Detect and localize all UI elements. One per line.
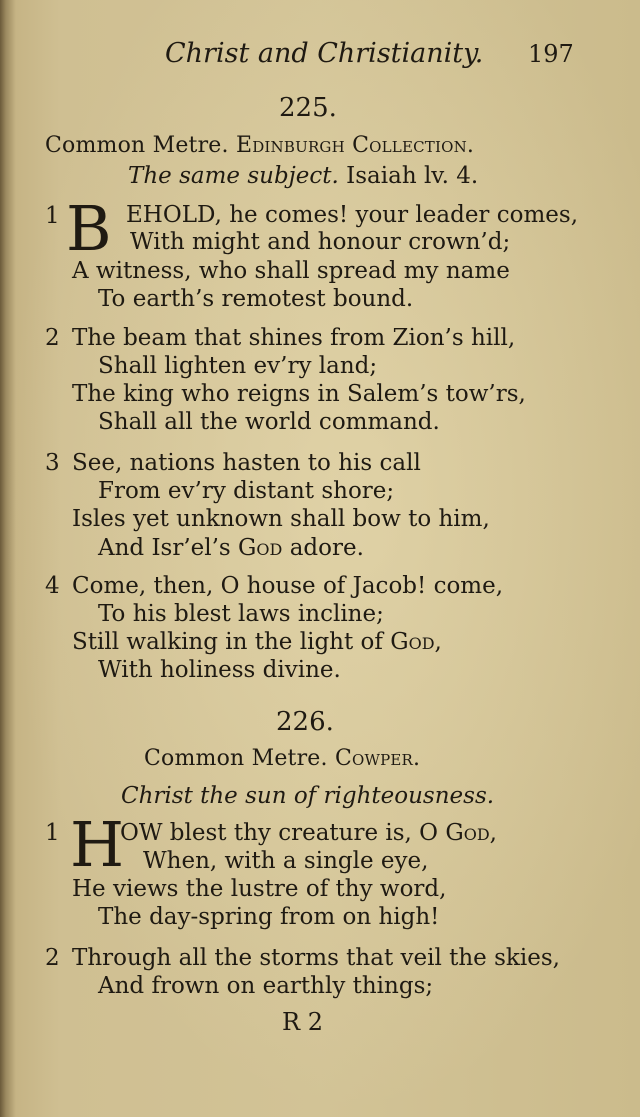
stanza-number: 4 <box>45 573 60 599</box>
verse-line: EHOLD, he comes! your leader comes, <box>126 202 579 228</box>
verse-line: To earth’s remotest bound. <box>98 286 414 312</box>
drop-cap: B <box>66 192 112 265</box>
verse-line: Shall lighten ev’ry land; <box>98 353 378 379</box>
verse-line: He views the lustre of thy word, <box>72 876 447 902</box>
verse-line: Through all the storms that veil the skies, <box>72 945 560 971</box>
stanza-number: 3 <box>45 450 60 476</box>
running-header-title: Christ and Christianity. <box>165 38 484 69</box>
verse-text: Still walking in the light of <box>72 629 383 655</box>
stanza-number: 2 <box>45 325 60 351</box>
verse-line <box>72 629 442 655</box>
small-caps-word: God <box>390 629 435 655</box>
verse-text: OW blest thy creature is, O <box>120 820 439 846</box>
verse-line: With holiness divine. <box>98 657 341 683</box>
small-caps-word: God <box>238 535 283 561</box>
verse-line: With might and honour crown’d; <box>130 229 511 255</box>
hymn-number: 225. <box>279 93 337 123</box>
hymn-number: 226. <box>276 707 334 737</box>
verse-line: The king who reigns in Salem’s tow’rs, <box>72 381 526 407</box>
drop-cap: H <box>70 808 125 881</box>
verse-line: The beam that shines from Zion’s hill, <box>72 325 516 351</box>
verse-line: The day-spring from on high! <box>98 904 440 930</box>
stanza-number: 2 <box>45 945 60 971</box>
verse-line: To his blest laws incline; <box>98 601 384 627</box>
subject-italic: The same subject. <box>128 163 339 189</box>
verse-line: Shall all the world command. <box>98 409 440 435</box>
hymn-subject: Christ the sun of righteousness. <box>121 783 495 809</box>
verse-line: A witness, who shall spread my name <box>72 258 510 284</box>
verse-line: When, with a single eye, <box>143 848 429 874</box>
signature-mark: R 2 <box>282 1008 323 1036</box>
verse-line: Isles yet unknown shall bow to him, <box>72 506 490 532</box>
small-caps-word: God <box>445 820 490 846</box>
verse-line <box>120 820 497 846</box>
stanza-number: 1 <box>45 203 60 229</box>
verse-text: And Isr’el’s <box>98 535 231 561</box>
hymn-metre-line <box>45 133 474 158</box>
verse-line: From ev’ry distant shore; <box>98 478 395 504</box>
verse-line: Come, then, O house of Jacob! come, <box>72 573 504 599</box>
source-label: Edinburgh Collection. <box>235 133 475 158</box>
verse-line <box>98 535 364 561</box>
page-number: 197 <box>528 40 574 68</box>
verse-line: See, nations hasten to his call <box>72 450 421 476</box>
subject-reference: Isaiah lv. 4. <box>346 163 479 189</box>
verse-text: , <box>434 629 442 655</box>
hymn-subject <box>128 163 478 189</box>
verse-text: , <box>489 820 497 846</box>
metre-label: Common Metre. <box>45 133 229 158</box>
verse-line: And frown on earthly things; <box>98 973 434 999</box>
verse-text: adore. <box>289 535 364 561</box>
metre-label: Common Metre. <box>144 746 328 771</box>
hymn-metre-line <box>144 746 420 771</box>
stanza-number: 1 <box>45 820 60 846</box>
source-label: Cowper. <box>334 746 421 771</box>
